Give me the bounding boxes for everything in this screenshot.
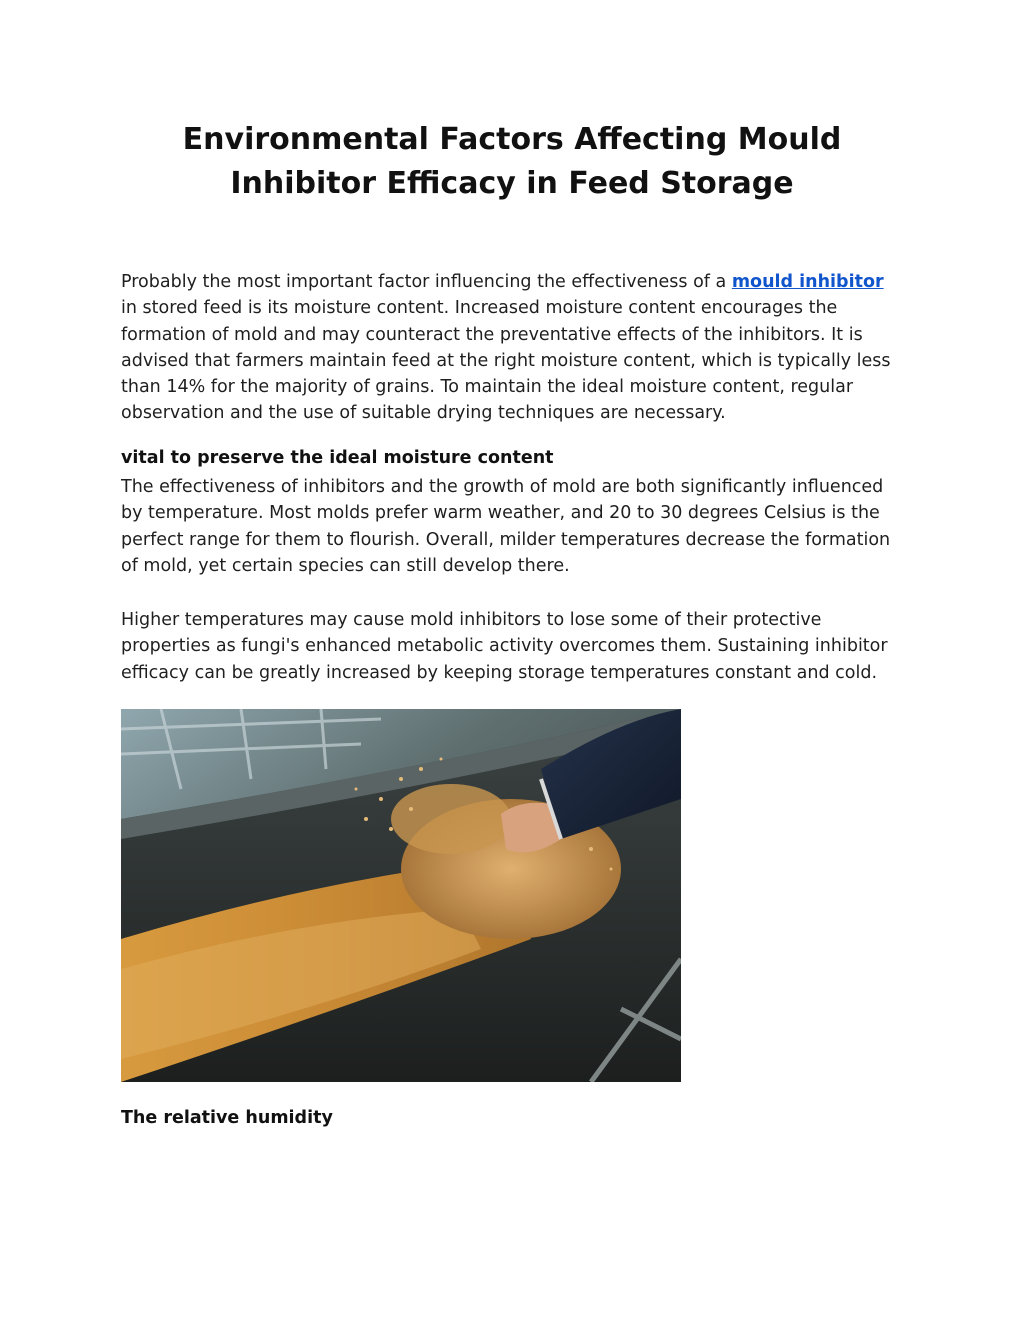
paragraph-temperature: The effectiveness of inhibitors and the growth of mold are both significantly influenced by temperature. Most molds prefer warm weather, and 20 to 30 degrees Celsius is the perfect range for them to flourish. Overall, milder temperatures decrease the formation of mold, yet certain species can still develop there. xyxy=(121,477,891,576)
paragraph-text: in stored feed is its moisture content. Increased moisture content encourages the formation of mold and may counteract the preventative effects of the inhibitors. It is advised that farmers maintain feed at the right moisture content, which is typically less than 14% for the majority of grains. To maintain the ideal moisture content, regular observation and the use of suitable drying techniques are necessary. xyxy=(121,298,891,424)
paragraph-higher-temperatures: Higher temperatures may cause mold inhibitors to lose some of their protective properties as fungi's enhanced metabolic activity overcomes them. Sustaining inhibitor efficacy can be greatly increased by keeping storage temperatures constant and cold. xyxy=(121,610,888,683)
subheading-humidity: The relative humidity xyxy=(121,1108,333,1128)
paragraph-moisture xyxy=(121,269,903,427)
grain-conveyor-photo xyxy=(121,709,681,1082)
subheading-moisture: vital to preserve the ideal moisture content xyxy=(121,448,554,468)
mould-inhibitor-link[interactable]: mould inhibitor xyxy=(731,272,884,292)
paragraph-text: Probably the most important factor influencing the effectiveness of a xyxy=(121,272,732,292)
page-title: Environmental Factors Affecting Mould Inhibitor Efficacy in Feed Storage xyxy=(182,122,842,201)
